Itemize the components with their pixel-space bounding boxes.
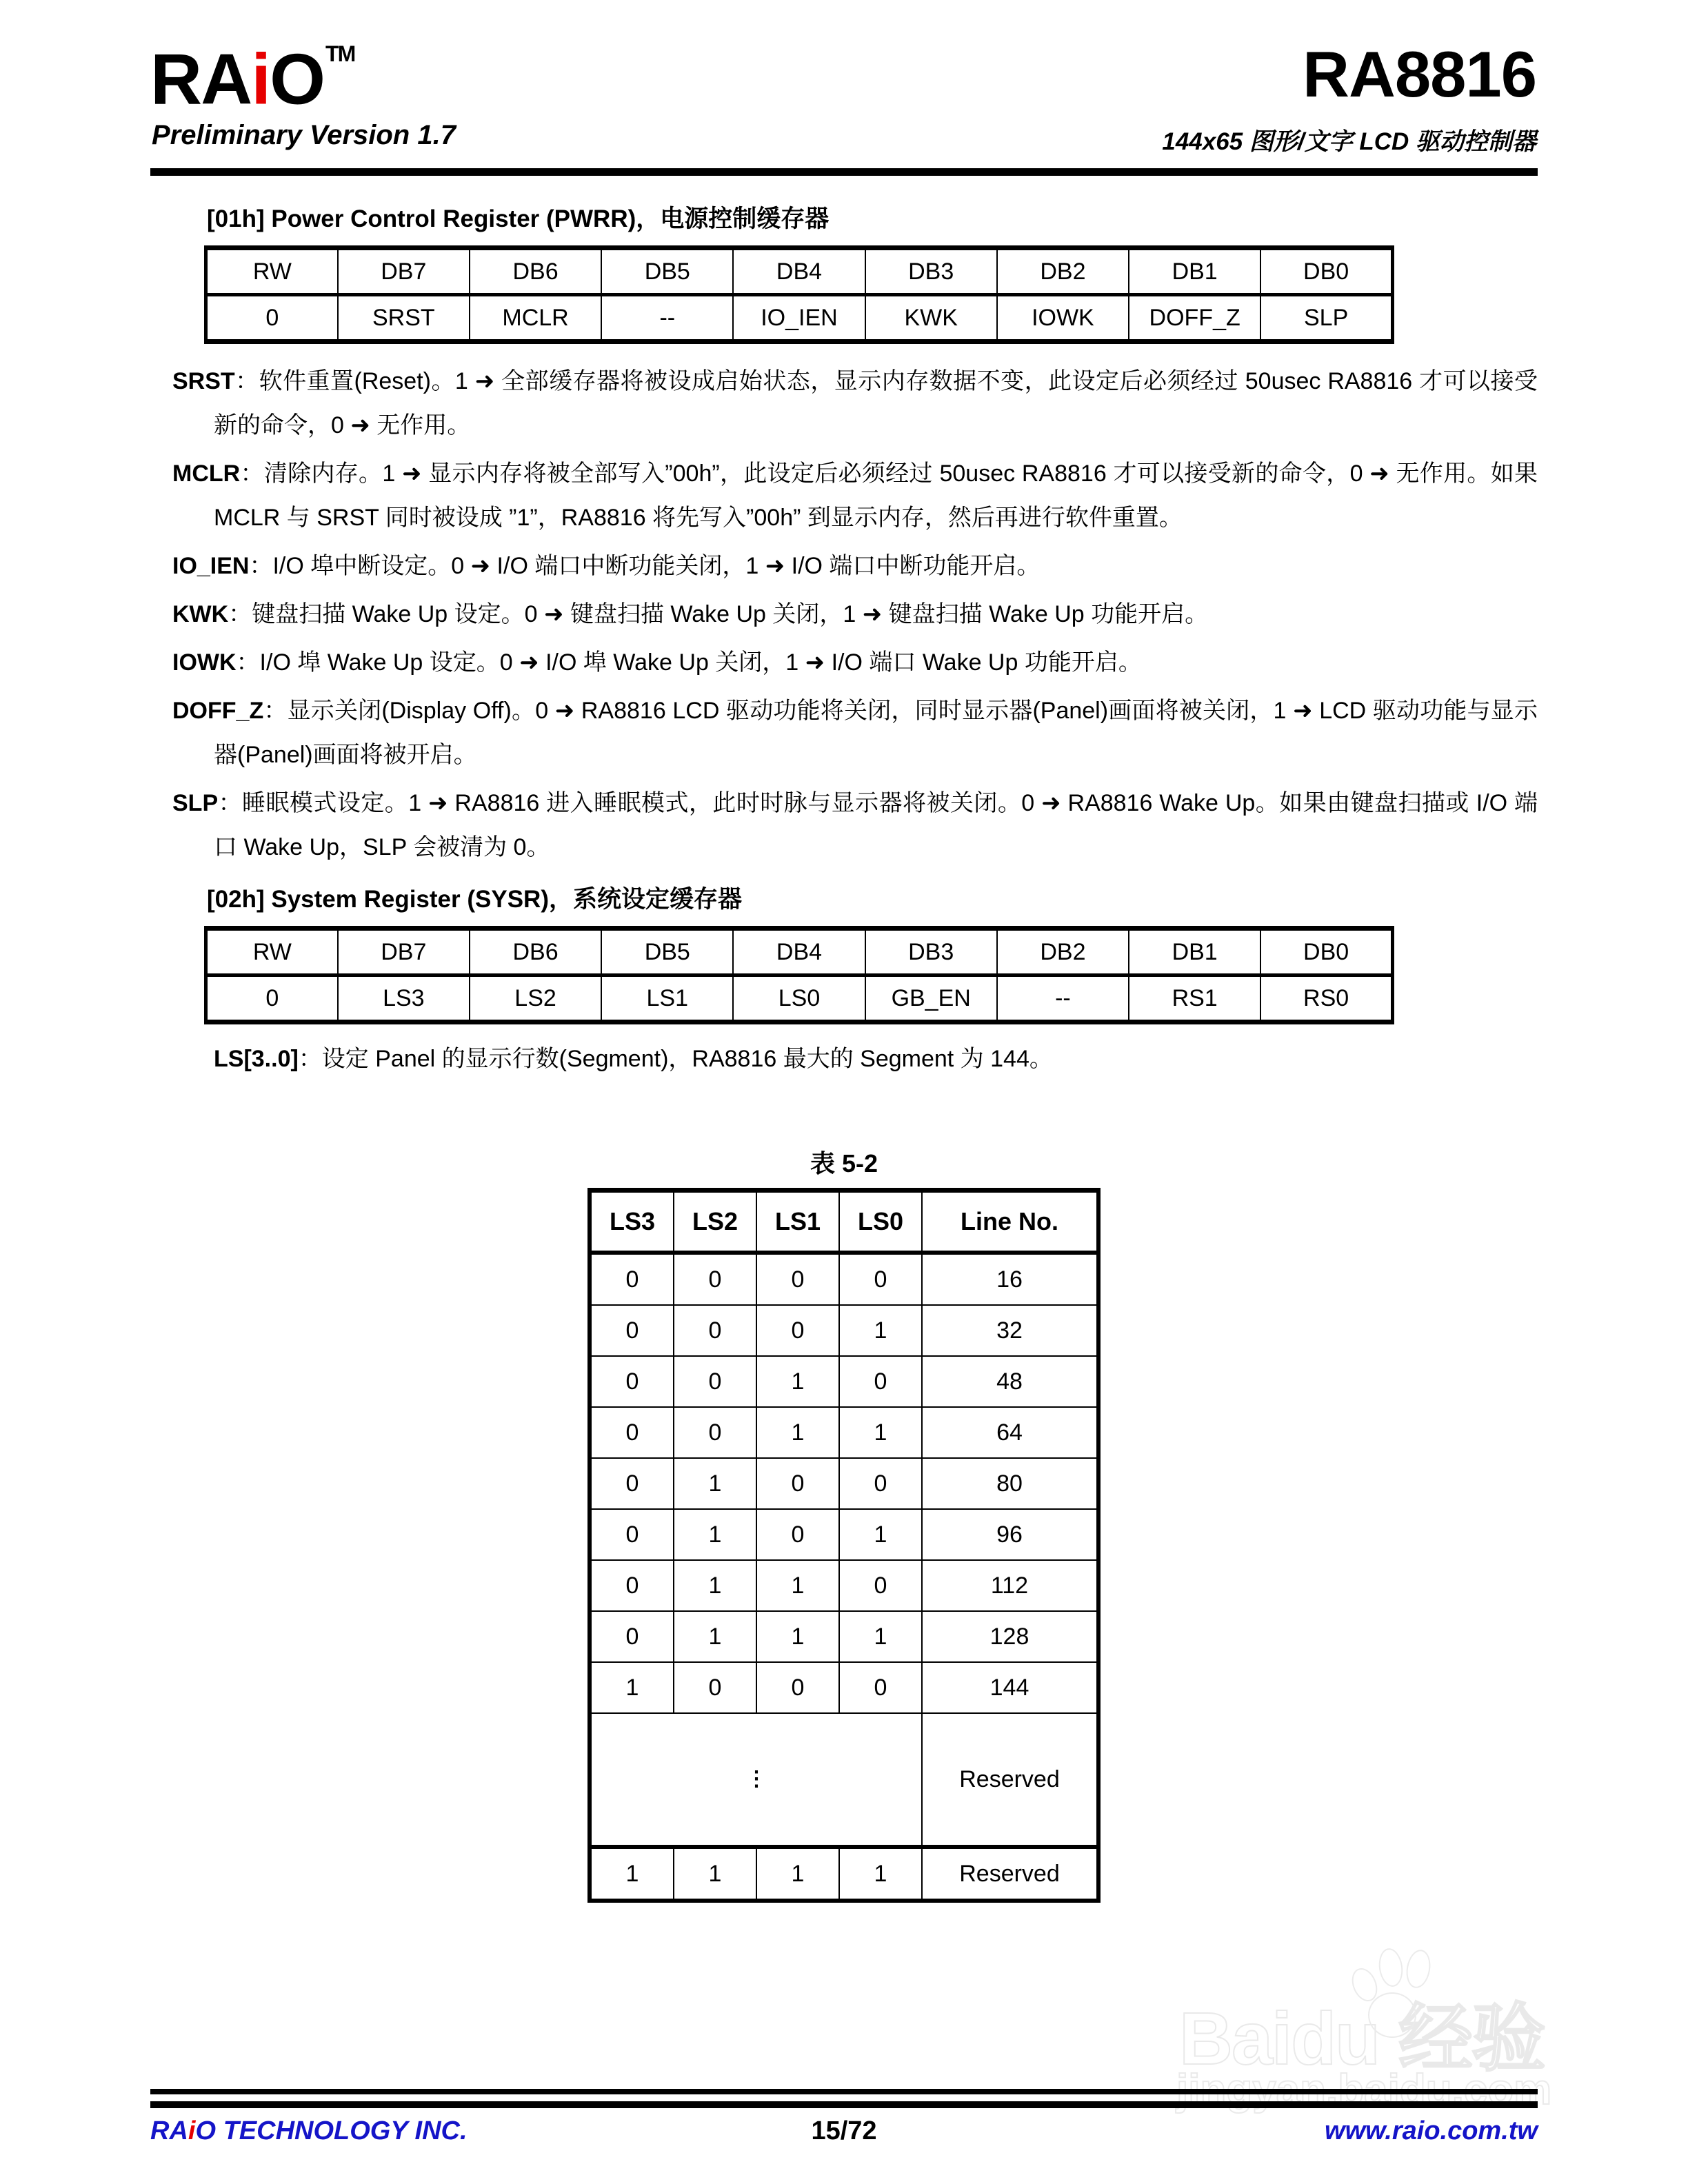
table-cell: 1	[839, 1407, 922, 1458]
table-cell: LS0	[733, 975, 865, 1022]
logo-o: O	[270, 39, 325, 120]
table-cell: 1	[590, 1662, 674, 1713]
table-cell: --	[997, 975, 1129, 1022]
table-cell: MCLR	[470, 295, 601, 342]
table-row	[590, 1305, 1098, 1356]
paw-print-icon	[1343, 1939, 1447, 2042]
description-kwk	[150, 592, 1538, 636]
table-cell: 1	[756, 1407, 839, 1458]
table-5-2-block	[150, 1144, 1538, 1903]
table-row	[590, 1458, 1098, 1509]
page-number: 15/72	[811, 2116, 877, 2145]
table-cell: 96	[922, 1509, 1098, 1560]
table-cell: 1	[756, 1560, 839, 1611]
bit-description-text: ：软件重置(Reset)。1 ➜ 全部缓存器将被设成启始状态，显示内存数据不变，此设定后必须经过 50usec RA8816 才可以接受新的命令，0 ➜ 无作用。	[214, 368, 1538, 438]
table-header-cell: RW	[206, 248, 338, 295]
table-cell: 0	[756, 1253, 839, 1305]
table-cell: 0	[674, 1253, 756, 1305]
table-cell: 16	[922, 1253, 1098, 1305]
table-header-cell: LS3	[590, 1191, 674, 1253]
table-header-cell: DB5	[601, 248, 733, 295]
table-header-cell: DB1	[1129, 929, 1260, 975]
table-cell: 1	[756, 1847, 839, 1901]
description-io-ien	[150, 544, 1538, 588]
line-number-table	[587, 1188, 1101, 1903]
table-cell: 112	[922, 1560, 1098, 1611]
sysr-section-title: [02h] System Register (SYSR)，系统设定缓存器	[207, 886, 742, 913]
company-url[interactable]: www.raio.com.tw	[1325, 2116, 1538, 2145]
header-divider	[150, 168, 1538, 176]
table-cell: 144	[922, 1662, 1098, 1713]
table-cell: 1	[756, 1356, 839, 1407]
table-cell: SLP	[1260, 295, 1392, 342]
table-cell: 0	[590, 1560, 674, 1611]
watermark-sub-text: jingyan.baidu.com	[1176, 2066, 1552, 2114]
pwrr-section-title: [01h] Power Control Register (PWRR)，电源控制缓存器	[207, 205, 830, 232]
bit-name-srst: SRST	[172, 368, 235, 394]
raio-logo	[150, 36, 355, 120]
table-row	[206, 929, 1393, 975]
table-cell: 1	[674, 1458, 756, 1509]
table-5-2-caption: 表 5-2	[810, 1149, 878, 1177]
footer-divider-top	[150, 2089, 1538, 2094]
table-cell: 0	[206, 295, 338, 342]
table-header-cell: LS0	[839, 1191, 922, 1253]
bit-name-kwk: KWK	[172, 601, 229, 627]
table-cell: 48	[922, 1356, 1098, 1407]
page-footer	[150, 2116, 1538, 2158]
table-cell: LS3	[338, 975, 470, 1022]
logo-ra: RA	[150, 39, 252, 120]
table-header-cell: LS1	[756, 1191, 839, 1253]
table-cell: 0	[839, 1560, 922, 1611]
table-cell: 1	[674, 1611, 756, 1662]
table-cell: 0	[206, 975, 338, 1022]
vertical-ellipsis-icon: ⋮	[590, 1713, 922, 1847]
table-cell: 1	[674, 1847, 756, 1901]
bit-description-text: ：设定 Panel 的显示行数(Segment)，RA8816 最大的 Segment 为 144。	[298, 1046, 1053, 1072]
table-header-cell: DB5	[601, 929, 733, 975]
table-cell: 0	[590, 1458, 674, 1509]
trademark-symbol: TM	[325, 41, 355, 66]
table-header-cell: DB1	[1129, 248, 1260, 295]
table-row	[590, 1560, 1098, 1611]
bit-name-io-ien: IO_IEN	[172, 553, 250, 579]
company-name-i: i	[188, 2116, 196, 2145]
table-cell: 1	[839, 1305, 922, 1356]
table-cell: LS1	[601, 975, 733, 1022]
table-row	[206, 295, 1393, 342]
description-slp	[150, 781, 1538, 869]
bit-name-slp: SLP	[172, 790, 219, 816]
table-header-cell: DB6	[470, 248, 601, 295]
table-cell: 0	[839, 1458, 922, 1509]
table-cell: 0	[839, 1662, 922, 1713]
table-cell: --	[601, 295, 733, 342]
footer-divider-bottom	[150, 2101, 1538, 2108]
table-header-cell: DB4	[733, 929, 865, 975]
table-cell: 64	[922, 1407, 1098, 1458]
table-cell: 0	[674, 1356, 756, 1407]
table-row	[206, 975, 1393, 1022]
table-row	[590, 1509, 1098, 1560]
table-header-cell: DB7	[338, 929, 470, 975]
watermark-main-text: Baidu 经验	[1179, 1996, 1545, 2080]
table-cell: KWK	[865, 295, 997, 342]
table-cell: IOWK	[997, 295, 1129, 342]
table-cell: 0	[756, 1458, 839, 1509]
table-header-cell: DB3	[865, 929, 997, 975]
table-cell: DOFF_Z	[1129, 295, 1260, 342]
table-cell: 32	[922, 1305, 1098, 1356]
bit-description-text: ：清除内存。1 ➜ 显示内存将被全部写入”00h”，此设定后必须经过 50usec RA8816 才可以接受新的命令，0 ➜ 无作用。如果 MCLR 与 SRST 同时被设成 ”1”，RA8816 将先写入”00h” 到显示内存，然后再进行软件重置。	[214, 461, 1538, 531]
description-srst	[150, 359, 1538, 447]
table-header-cell: DB2	[997, 929, 1129, 975]
company-name-ra: RA	[150, 2116, 188, 2145]
table-cell: 1	[674, 1560, 756, 1611]
sysr-register-table	[204, 926, 1394, 1024]
table-header-cell: DB4	[733, 248, 865, 295]
table-cell: 1	[839, 1847, 922, 1901]
table-header-cell: DB0	[1260, 248, 1392, 295]
table-header-cell: DB0	[1260, 929, 1392, 975]
table-row	[206, 248, 1393, 295]
table-cell: GB_EN	[865, 975, 997, 1022]
table-cell: 0	[590, 1253, 674, 1305]
bit-name-ls: LS[3..0]	[214, 1046, 299, 1072]
table-cell: 0	[590, 1305, 674, 1356]
table-cell: IO_IEN	[733, 295, 865, 342]
table-cell: 0	[839, 1356, 922, 1407]
logo-i: i	[251, 39, 270, 120]
bit-name-iowk: IOWK	[172, 649, 237, 676]
bit-name-mclr: MCLR	[172, 461, 241, 487]
table-cell: 0	[590, 1356, 674, 1407]
table-header-cell: DB6	[470, 929, 601, 975]
table-row	[590, 1253, 1098, 1305]
page-header	[150, 36, 1536, 167]
table-row	[590, 1407, 1098, 1458]
table-header-cell: RW	[206, 929, 338, 975]
table-cell: 0	[674, 1305, 756, 1356]
table-header-cell: DB3	[865, 248, 997, 295]
table-cell: 0	[674, 1407, 756, 1458]
table-cell: 1	[839, 1509, 922, 1560]
table-row	[590, 1356, 1098, 1407]
table-row	[590, 1611, 1098, 1662]
version-label: Preliminary Version 1.7	[152, 120, 456, 150]
table-header-cell: Line No.	[922, 1191, 1098, 1253]
bit-description-text: ：I/O 埠中断设定。0 ➜ I/O 端口中断功能关闭，1 ➜ I/O 端口中断功能开启。	[249, 553, 1041, 579]
bit-description-text: ：键盘扫描 Wake Up 设定。0 ➜ 键盘扫描 Wake Up 关闭，1 ➜ 键盘扫描 Wake Up 功能开启。	[228, 601, 1209, 627]
table-cell: 1	[756, 1611, 839, 1662]
table-cell: 128	[922, 1611, 1098, 1662]
bit-name-doff-z: DOFF_Z	[172, 698, 264, 724]
table-cell: 80	[922, 1458, 1098, 1509]
table-header-cell: DB7	[338, 248, 470, 295]
table-cell: 0	[756, 1509, 839, 1560]
bit-description-text: ：睡眠模式设定。1 ➜ RA8816 进入睡眠模式，此时时脉与显示器将被关闭。0 ➜ RA8816 Wake Up。如果由键盘扫描或 I/O 端口 Wake Up，SLP 会被清为 0。	[214, 790, 1538, 860]
table-cell: 0	[839, 1253, 922, 1305]
page-content	[150, 200, 1538, 1903]
table-cell: 1	[590, 1847, 674, 1901]
table-header-cell: LS2	[674, 1191, 756, 1253]
bit-description-text: ：I/O 埠 Wake Up 设定。0 ➜ I/O 埠 Wake Up 关闭，1 ➜ I/O 端口 Wake Up 功能开启。	[236, 649, 1142, 676]
table-cell: 0	[590, 1509, 674, 1560]
chip-name-title: RA8816	[1303, 38, 1536, 110]
table-row-ellipsis	[590, 1713, 1098, 1847]
table-cell: 0	[756, 1305, 839, 1356]
document-subtitle: 144x65 图形/文字 LCD 驱动控制器	[1162, 128, 1536, 155]
table-cell: 0	[674, 1662, 756, 1713]
table-cell: RS0	[1260, 975, 1392, 1022]
table-cell: RS1	[1129, 975, 1260, 1022]
table-cell: 1	[839, 1611, 922, 1662]
company-name	[150, 2116, 468, 2146]
table-header-row	[590, 1191, 1098, 1253]
table-row	[590, 1662, 1098, 1713]
table-cell: 0	[590, 1611, 674, 1662]
table-cell: 1	[674, 1509, 756, 1560]
table-cell: 0	[756, 1662, 839, 1713]
table-cell: SRST	[338, 295, 470, 342]
ls-bits-note	[214, 1040, 1538, 1078]
table-header-cell: DB2	[997, 248, 1129, 295]
table-cell: Reserved	[922, 1847, 1098, 1901]
pwrr-register-table	[204, 245, 1394, 344]
table-cell: Reserved	[922, 1713, 1098, 1847]
table-cell: LS2	[470, 975, 601, 1022]
company-name-rest: O TECHNOLOGY INC.	[195, 2116, 468, 2145]
description-iowk	[150, 640, 1538, 685]
description-mclr	[150, 452, 1538, 540]
bit-description-text: ：显示关闭(Display Off)。0 ➜ RA8816 LCD 驱动功能将关闭，同时显示器(Panel)画面将被关闭，1 ➜ LCD 驱动功能与显示器(Panel)画面将被开启。	[214, 698, 1538, 768]
table-cell: 0	[590, 1407, 674, 1458]
table-row	[590, 1847, 1098, 1901]
description-doff-z	[150, 689, 1538, 777]
